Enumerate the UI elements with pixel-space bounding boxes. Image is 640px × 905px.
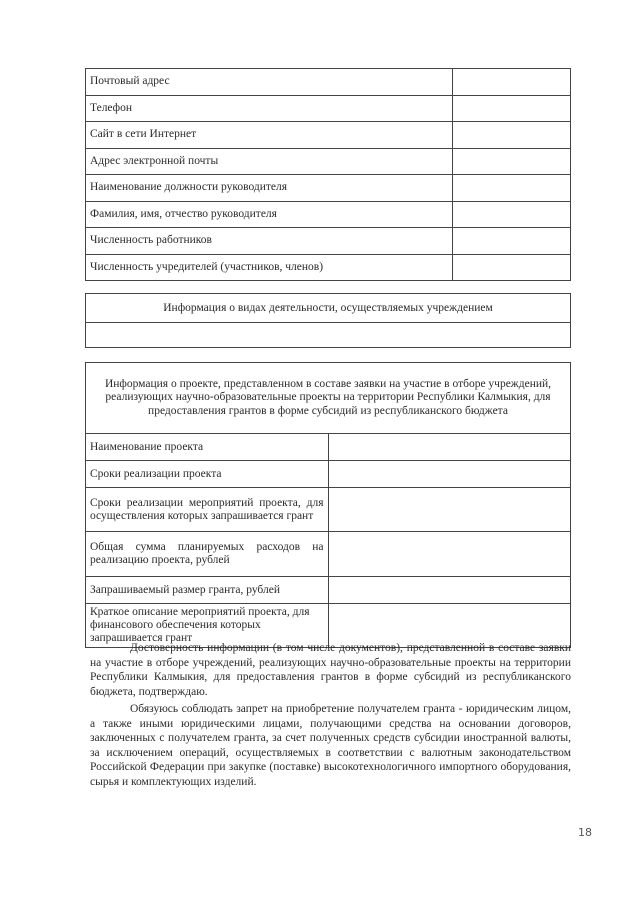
obligation-text: Обязуюсь соблюдать запрет на приобретение получателем гранта - юридическим лицом, а также иными юридическими лицами, получающими средства на основании договоров, заключенных с получателем гранта, за счет полученных средств субсидии иностранной валюты, за исключением операций, осуществляемых в соответствии с валютным законодательством Российской Федерации при закупке (поставке) высокотехнологичного импортного оборудования, сырья и комплектующих изделий. bbox=[90, 703, 571, 788]
contact-info-table bbox=[85, 68, 571, 281]
table-row bbox=[86, 363, 571, 434]
row-label: Численность учредителей (участников, членов) bbox=[86, 254, 453, 281]
row-label: Наименование должности руководителя bbox=[86, 175, 453, 202]
row-value-cell[interactable] bbox=[453, 228, 571, 255]
row-label: Сайт в сети Интернет bbox=[86, 122, 453, 149]
row-value-cell[interactable] bbox=[328, 577, 571, 604]
project-table-title: Информация о проекте, представленном в составе заявки на участие в отборе учреждений, реализующих научно-образовательные проекты на территории Республики Калмыкия, для предоставления грантов в форме субсидий из республиканского бюджета bbox=[86, 363, 571, 434]
row-label: Почтовый адрес bbox=[86, 69, 453, 96]
row-value-cell[interactable] bbox=[453, 148, 571, 175]
row-label: Телефон bbox=[86, 95, 453, 122]
row-label: Численность работников bbox=[86, 228, 453, 255]
row-value-cell[interactable] bbox=[453, 95, 571, 122]
table-row bbox=[86, 323, 571, 348]
row-value-cell[interactable] bbox=[328, 461, 571, 488]
table-row bbox=[86, 148, 571, 175]
obligation-paragraph bbox=[90, 702, 571, 790]
row-value-cell[interactable] bbox=[328, 532, 571, 577]
activity-table-title: Информация о видах деятельности, осуществляемых учреждением bbox=[86, 294, 571, 323]
row-value-cell[interactable] bbox=[453, 175, 571, 202]
table-row bbox=[86, 488, 571, 532]
activity-value-cell[interactable] bbox=[86, 323, 571, 348]
table-row bbox=[86, 201, 571, 228]
table-row bbox=[86, 95, 571, 122]
table-row bbox=[86, 69, 571, 96]
row-label: Запрашиваемый размер гранта, рублей bbox=[86, 577, 329, 604]
row-label: Сроки реализации проекта bbox=[86, 461, 329, 488]
activity-info-table bbox=[85, 293, 571, 348]
table-row bbox=[86, 434, 571, 461]
row-value-cell[interactable] bbox=[453, 122, 571, 149]
certification-text: Достоверность информации (в том числе документов), представленной в составе заявки на участие в отборе учреждений, реализующих научно-образовательные проекты на территории Республики Калмыкия, для предоставления грантов в форме субсидий из республиканского бюджета, подтверждаю. bbox=[90, 642, 571, 698]
table-row bbox=[86, 294, 571, 323]
row-label: Наименование проекта bbox=[86, 434, 329, 461]
row-value-cell[interactable] bbox=[453, 201, 571, 228]
table-row bbox=[86, 254, 571, 281]
row-label: Сроки реализации мероприятий проекта, для осуществления которых запрашивается грант bbox=[86, 488, 329, 532]
row-label: Адрес электронной почты bbox=[86, 148, 453, 175]
page-number: 18 bbox=[578, 826, 592, 839]
project-info-table bbox=[85, 362, 571, 648]
row-label: Краткое описание мероприятий проекта, для финансового обеспечения которых запрашивается грант bbox=[86, 604, 329, 648]
table-row bbox=[86, 175, 571, 202]
table-row bbox=[86, 577, 571, 604]
row-value-cell[interactable] bbox=[328, 434, 571, 461]
table-row bbox=[86, 461, 571, 488]
row-label: Общая сумма планируемых расходов на реализацию проекта, рублей bbox=[86, 532, 329, 577]
row-value-cell[interactable] bbox=[453, 69, 571, 96]
table-row bbox=[86, 532, 571, 577]
certification-paragraph bbox=[90, 641, 571, 699]
table-row bbox=[86, 228, 571, 255]
row-value-cell[interactable] bbox=[453, 254, 571, 281]
table-row bbox=[86, 122, 571, 149]
row-value-cell[interactable] bbox=[328, 488, 571, 532]
row-label: Фамилия, имя, отчество руководителя bbox=[86, 201, 453, 228]
